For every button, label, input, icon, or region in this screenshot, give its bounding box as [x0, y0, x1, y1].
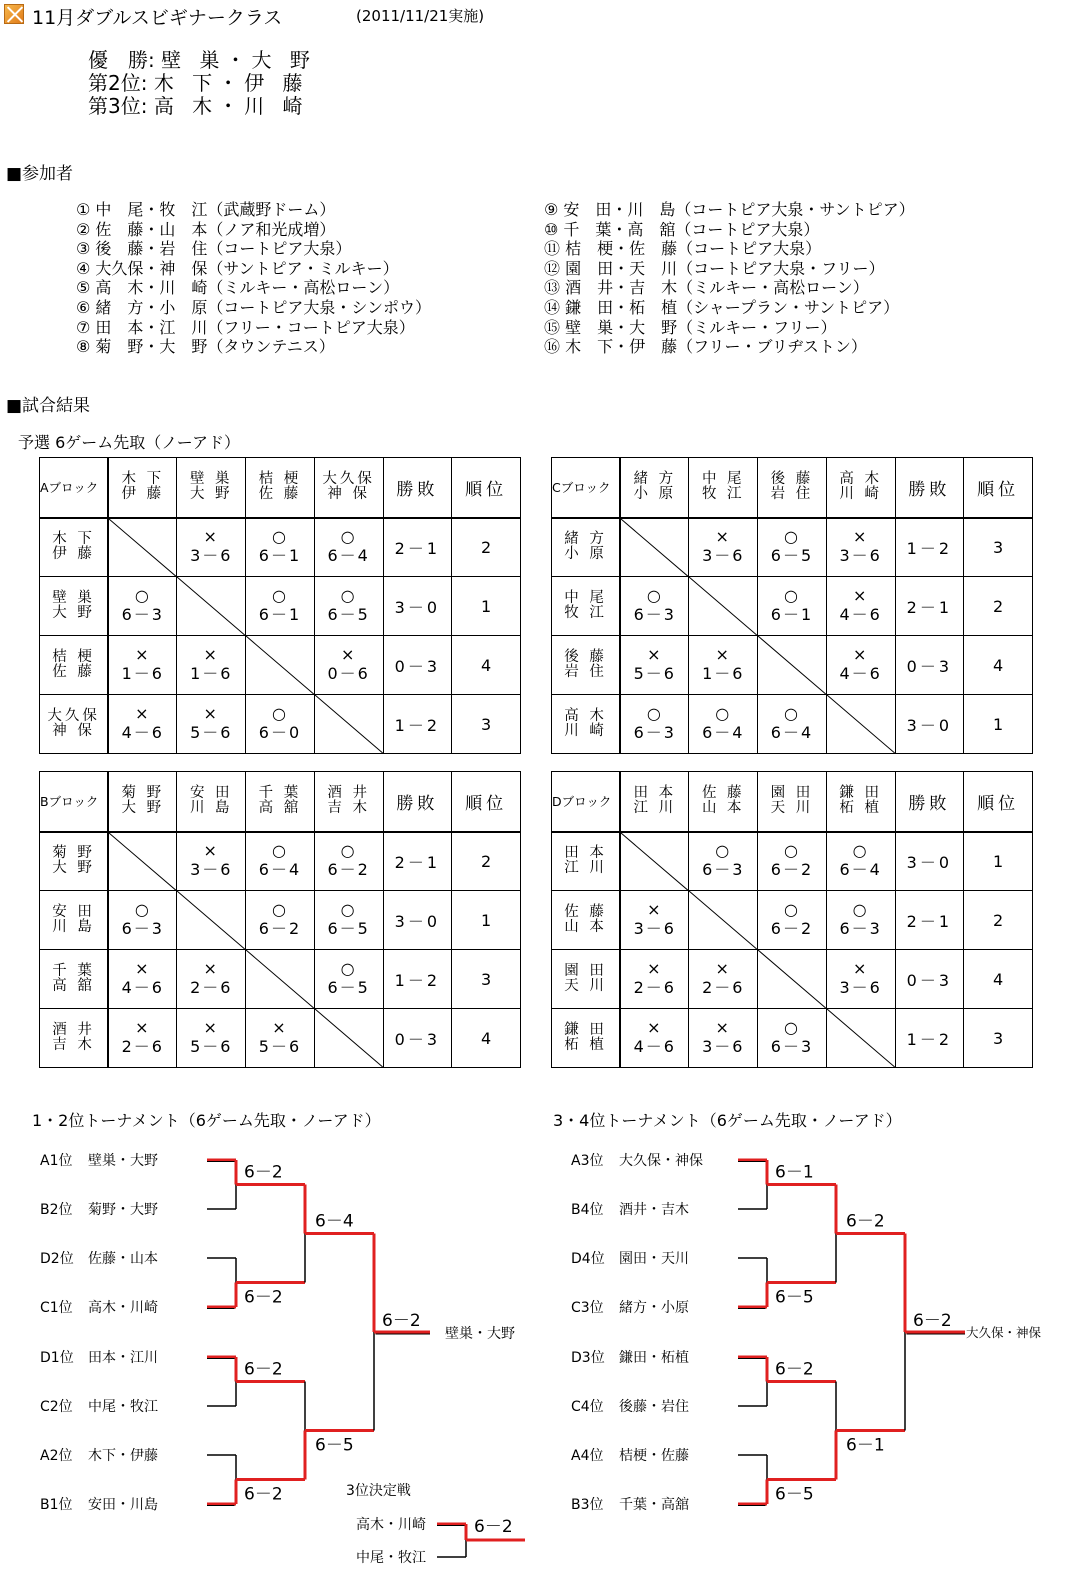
player-name: 柘 植	[564, 1037, 607, 1053]
player-name: 伊 藤	[52, 546, 95, 563]
match-score: 6－5	[327, 978, 370, 997]
win-mark: ○	[783, 704, 800, 723]
record-cell: 1－2	[895, 518, 964, 577]
rank-cell: 1	[964, 832, 1033, 891]
entry-seed: D4位	[571, 1251, 605, 1267]
player-name: 牧 江	[701, 486, 745, 503]
participant-item: ⑨ 安 田・川 島（コートピア大泉・サントピア）	[544, 200, 915, 219]
match-score: 6－3	[121, 605, 164, 624]
player-name: 鎌 田	[839, 785, 882, 802]
match-score: 3－6	[190, 860, 233, 880]
match-score: 3－6	[633, 919, 676, 938]
entry-seed: A3位	[571, 1153, 604, 1169]
match-score: 6－2	[327, 860, 370, 880]
match-score: 5－6	[190, 723, 233, 742]
match-score: 2－6	[121, 1037, 164, 1056]
match-score: 6－3	[770, 1037, 814, 1056]
loss-mark: ×	[272, 1018, 288, 1037]
win-mark: ○	[271, 704, 288, 723]
record-cell: 2－1	[383, 832, 452, 891]
rank-cell: 3	[452, 695, 521, 754]
champion-name: 大久保・神保	[966, 1325, 1042, 1340]
match-score: 6－5	[770, 546, 814, 566]
round2-score: 6－4	[315, 1211, 354, 1232]
win-mark: ○	[340, 900, 357, 919]
player-name: 木 下	[52, 531, 95, 548]
block-name: Dブロック	[552, 772, 621, 832]
match-score: 6－2	[770, 860, 814, 880]
participant-item: ⑩ 千 葉・高 舘（コートピア大泉）	[544, 219, 820, 239]
round1-score: 6－5	[775, 1287, 814, 1308]
player-name: 壁 巣	[52, 590, 95, 606]
round2-score: 6－1	[846, 1435, 885, 1456]
match-score: 4－6	[121, 723, 164, 742]
participant-item: ⑫ 園 田・天 川（コートピア大泉・フリー）	[544, 258, 885, 278]
win-mark: ○	[852, 841, 869, 861]
third-place-score: 6－2	[474, 1517, 513, 1537]
record-cell: 0－3	[383, 636, 452, 695]
match-score: 6－4	[702, 723, 745, 742]
entry-name: 桔梗・佐藤	[619, 1448, 689, 1464]
player-name: 大 野	[52, 605, 95, 621]
player-name: 牧 江	[564, 605, 607, 621]
rank-cell: 4	[964, 636, 1033, 695]
participant-item: ⑦ 田 本・江 川（フリー・コートピア大泉）	[76, 317, 415, 337]
player-name: 山 本	[564, 919, 607, 935]
match-score: 1－6	[190, 664, 233, 683]
win-mark: ○	[340, 527, 357, 547]
player-name: 安 田	[52, 904, 95, 920]
loss-mark: ×	[340, 645, 357, 664]
match-score: 6－1	[258, 546, 302, 566]
winner-row: 優 勝: 壁 巣・大 野	[88, 48, 316, 72]
win-mark: ○	[646, 704, 663, 723]
match-score: 6－4	[839, 860, 882, 880]
win-mark: ○	[646, 586, 663, 605]
block-name: Aブロック	[40, 458, 109, 518]
prelim-label: 予選 6ゲーム先取（ノーアド）	[18, 433, 240, 452]
match-score: 5－6	[258, 1037, 302, 1056]
match-score: 0－6	[327, 664, 370, 683]
participant-item: ③ 後 藤・岩 住（コートピア大泉）	[76, 239, 352, 259]
rank-cell: 1	[452, 891, 521, 950]
entry-seed: C3位	[571, 1300, 604, 1316]
player-name: 中 尾	[564, 590, 607, 606]
record-cell: 1－2	[383, 695, 452, 754]
player-name: 酒 井	[327, 785, 370, 802]
player-name: 小 原	[633, 486, 677, 503]
entry-seed: A1位	[40, 1153, 73, 1169]
entry-seed: D2位	[40, 1251, 74, 1267]
match-score: 1－6	[121, 664, 164, 683]
block-name: Cブロック	[552, 458, 621, 518]
record-cell: 3－0	[383, 577, 452, 636]
record-cell: 3－0	[895, 832, 964, 891]
player-name: 川 崎	[564, 723, 607, 739]
win-mark: ○	[340, 959, 357, 978]
win-mark: ○	[783, 527, 800, 547]
participant-item: ⑥ 緒 方・小 原（コートピア大泉・シンポウ）	[76, 297, 432, 317]
win-mark: ○	[271, 586, 288, 605]
match-score: 6－4	[770, 723, 814, 742]
player-name: 高 木	[839, 471, 882, 488]
match-score: 3－6	[839, 978, 882, 997]
match-score: 1－6	[702, 664, 745, 683]
rank-cell: 4	[452, 636, 521, 695]
rank-cell: 4	[452, 1009, 521, 1068]
win-mark: ○	[715, 704, 732, 723]
entry-name: 田本・江川	[88, 1350, 158, 1366]
match-score: 2－6	[702, 978, 745, 997]
match-score: 3－6	[839, 546, 882, 566]
loss-mark: ×	[135, 704, 151, 723]
record-cell: 2－1	[895, 577, 964, 636]
player-name: 菊 野	[52, 845, 95, 862]
match-score: 5－6	[633, 664, 676, 683]
participants-heading: ■参加者	[6, 164, 74, 184]
player-name: 吉 木	[52, 1037, 95, 1053]
entry-name: 安田・川島	[88, 1497, 158, 1513]
win-mark: ○	[340, 841, 357, 861]
loss-mark: ×	[647, 959, 663, 978]
player-name: 佐 藤	[52, 664, 95, 680]
player-name: 山 本	[701, 800, 745, 817]
third-player: 中尾・牧江	[356, 1550, 426, 1566]
win-mark: ○	[783, 841, 800, 861]
player-name: 柘 植	[839, 800, 882, 817]
record-cell: 3－0	[895, 695, 964, 754]
match-score: 6－2	[258, 919, 302, 938]
record-header: 勝敗	[383, 458, 452, 518]
win-mark: ○	[271, 527, 288, 547]
rank-cell: 1	[964, 695, 1033, 754]
win-mark: ○	[134, 900, 151, 919]
win-mark: ○	[340, 586, 357, 605]
event-date: (2011/11/21実施)	[356, 7, 485, 25]
match-score: 6－0	[258, 723, 302, 742]
entry-name: 後藤・岩住	[619, 1399, 689, 1415]
third-place-label: 3位決定戦	[346, 1483, 411, 1499]
match-score: 6－5	[327, 605, 370, 624]
participant-item: ⑯ 木 下・伊 藤（フリー・ブリヂストン）	[544, 337, 867, 357]
entry-seed: B1位	[40, 1497, 73, 1513]
winner-row: 第2位: 木 下・伊 藤	[88, 71, 309, 95]
player-name: 吉 木	[327, 800, 370, 817]
round1-score: 6－2	[244, 1162, 283, 1183]
match-score: 3－6	[190, 546, 233, 566]
player-name: 大 野	[189, 486, 233, 503]
rank-cell: 3	[964, 518, 1033, 577]
record-cell: 3－0	[383, 891, 452, 950]
entry-name: 木下・伊藤	[88, 1448, 158, 1464]
round1-score: 6－2	[244, 1359, 283, 1380]
entry-name: 園田・天川	[619, 1251, 689, 1267]
player-name: 大久保	[322, 471, 375, 488]
entry-seed: A4位	[571, 1448, 604, 1464]
player-name: 川 崎	[839, 486, 882, 503]
entry-name: 佐藤・山本	[88, 1251, 158, 1267]
participant-item: ② 佐 藤・山 本（ノア和光成増）	[76, 219, 336, 239]
win-mark: ○	[852, 900, 869, 919]
winner-row: 第3位: 高 木・川 崎	[88, 94, 309, 118]
round2-score: 6－2	[846, 1211, 885, 1232]
entry-name: 鎌田・柘植	[619, 1350, 689, 1366]
entry-name: 中尾・牧江	[88, 1399, 158, 1415]
participant-item: ⑭ 鎌 田・柘 植（シャープラン・サントピア）	[544, 297, 900, 317]
rank-header: 順位	[964, 458, 1033, 518]
entry-name: 菊野・大野	[88, 1202, 158, 1218]
rank-cell: 2	[964, 891, 1033, 950]
match-score: 4－6	[121, 978, 164, 997]
player-name: 菊 野	[121, 785, 165, 802]
record-cell: 2－1	[895, 891, 964, 950]
loss-mark: ×	[203, 645, 219, 664]
player-name: 桔 梗	[258, 471, 302, 488]
win-mark: ○	[271, 900, 288, 919]
loss-mark: ×	[852, 959, 869, 978]
rank-cell: 2	[452, 518, 521, 577]
round1-score: 6－2	[244, 1287, 283, 1308]
player-name: 桔 梗	[52, 649, 95, 665]
player-name: 木 下	[121, 471, 165, 488]
player-name: 大久保	[47, 708, 100, 724]
rank-header: 順位	[452, 772, 521, 832]
player-name: 千 葉	[258, 785, 302, 802]
record-header: 勝敗	[383, 772, 452, 832]
match-score: 4－6	[839, 664, 882, 683]
record-cell: 0－3	[383, 1009, 452, 1068]
match-score: 6－3	[839, 919, 882, 938]
round1-score: 6－1	[775, 1162, 814, 1183]
round1-score: 6－2	[244, 1484, 283, 1505]
match-score: 6－2	[770, 919, 814, 938]
loss-mark: ×	[135, 1018, 151, 1037]
player-name: 中 尾	[701, 471, 745, 488]
rank-header: 順位	[452, 458, 521, 518]
block-name: Bブロック	[40, 772, 109, 832]
match-score: 6－3	[121, 919, 164, 938]
loss-mark: ×	[135, 645, 151, 664]
entry-seed: D3位	[571, 1350, 605, 1366]
player-name: 後 藤	[770, 471, 814, 488]
loss-mark: ×	[203, 959, 219, 978]
player-name: 高 木	[564, 708, 607, 724]
player-name: 小 原	[564, 546, 607, 563]
win-mark: ○	[783, 1018, 800, 1037]
entry-seed: C4位	[571, 1399, 604, 1415]
match-score: 3－6	[702, 1037, 745, 1056]
entry-name: 酒井・吉木	[619, 1202, 689, 1218]
rank-cell: 3	[452, 950, 521, 1009]
record-cell: 2－1	[383, 518, 452, 577]
entry-seed: D1位	[40, 1350, 74, 1366]
rank-cell: 1	[452, 577, 521, 636]
participant-item: ⑤ 高 木・川 崎（ミルキー・高松ローン）	[76, 278, 400, 298]
final-score: 6－2	[382, 1311, 421, 1331]
match-score: 4－6	[633, 1037, 676, 1056]
final-score: 6－2	[913, 1311, 952, 1331]
rank-cell: 3	[964, 1009, 1033, 1068]
page-title: 11月ダブルスビギナークラス	[32, 7, 283, 29]
player-name: 後 藤	[564, 649, 607, 665]
round1-score: 6－5	[775, 1484, 814, 1505]
player-name: 大 野	[52, 860, 95, 877]
loss-mark: ×	[715, 959, 731, 978]
match-score: 2－6	[190, 978, 233, 997]
entry-seed: C2位	[40, 1399, 73, 1415]
rank-cell: 2	[964, 577, 1033, 636]
loss-mark: ×	[647, 900, 663, 919]
champion-name: 壁巣・大野	[445, 1326, 515, 1342]
player-name: 岩 住	[770, 486, 814, 503]
player-name: 大 野	[121, 800, 165, 817]
player-name: 千 葉	[52, 963, 95, 979]
player-name: 川 島	[52, 919, 95, 935]
match-score: 6－1	[770, 605, 814, 624]
participant-item: ① 中 尾・牧 江（武蔵野ドーム）	[76, 200, 336, 219]
player-name: 高 舘	[258, 800, 302, 817]
loss-mark: ×	[852, 586, 869, 605]
player-name: 鎌 田	[564, 1022, 607, 1038]
entry-seed: C1位	[40, 1300, 73, 1316]
player-name: 安 田	[189, 785, 233, 802]
participant-item: ⑪ 桔 梗・佐 藤（コートピア大泉）	[544, 239, 822, 259]
participant-item: ⑮ 壁 巣・大 野（ミルキー・フリー）	[544, 317, 837, 337]
record-cell: 0－3	[895, 950, 964, 1009]
entry-name: 大久保・神保	[619, 1153, 703, 1169]
record-header: 勝敗	[895, 772, 964, 832]
entry-name: 高木・川崎	[88, 1300, 158, 1316]
loss-mark: ×	[203, 1018, 219, 1037]
player-name: 佐 藤	[564, 904, 607, 920]
participant-item: ⑬ 酒 井・吉 木（ミルキー・高松ローン）	[544, 278, 869, 298]
player-name: 酒 井	[52, 1022, 95, 1038]
match-score: 6－3	[633, 605, 676, 624]
match-score: 6－3	[633, 723, 676, 742]
player-name: 高 舘	[52, 978, 95, 994]
win-mark: ○	[715, 841, 732, 861]
player-name: 川 島	[189, 800, 233, 817]
record-cell: 1－2	[895, 1009, 964, 1068]
player-name: 神 保	[52, 723, 95, 739]
loss-mark: ×	[203, 704, 219, 723]
match-score: 3－6	[702, 546, 745, 566]
win-mark: ○	[271, 841, 288, 861]
player-name: 佐 藤	[258, 486, 302, 503]
participant-item: ④ 大久保・神 保（サントピア・ミルキー）	[76, 258, 399, 278]
match-score: 6－5	[327, 919, 370, 938]
entry-name: 緒方・小原	[619, 1300, 689, 1316]
win-mark: ○	[134, 586, 151, 605]
player-name: 江 川	[633, 800, 677, 817]
player-name: 園 田	[770, 785, 814, 802]
match-score: 6－4	[258, 860, 302, 880]
round1-score: 6－2	[775, 1359, 814, 1380]
record-header: 勝敗	[895, 458, 964, 518]
loss-mark: ×	[647, 645, 663, 664]
entry-seed: B3位	[571, 1497, 604, 1513]
rank-cell: 4	[964, 950, 1033, 1009]
player-name: 天 川	[770, 800, 814, 817]
entry-seed: B2位	[40, 1202, 73, 1218]
loss-mark: ×	[203, 841, 219, 861]
entry-name: 壁巣・大野	[88, 1153, 158, 1169]
player-name: 壁 巣	[189, 471, 233, 488]
record-cell: 0－3	[895, 636, 964, 695]
loss-mark: ×	[715, 1018, 731, 1037]
match-score: 6－1	[258, 605, 302, 624]
loss-mark: ×	[852, 527, 869, 547]
match-score: 2－6	[633, 978, 676, 997]
match-score: 6－3	[702, 860, 745, 880]
player-name: 緒 方	[564, 531, 607, 548]
player-name: 園 田	[564, 963, 607, 979]
match-score: 4－6	[839, 605, 882, 624]
loss-mark: ×	[647, 1018, 663, 1037]
entry-name: 千葉・高舘	[619, 1497, 689, 1513]
player-name: 天 川	[564, 978, 607, 994]
rank-cell: 2	[452, 832, 521, 891]
player-name: 田 本	[633, 785, 677, 802]
loss-mark: ×	[135, 959, 151, 978]
loss-mark: ×	[715, 645, 731, 664]
player-name: 緒 方	[633, 471, 677, 488]
match-score: 5－6	[190, 1037, 233, 1056]
record-cell: 1－2	[383, 950, 452, 1009]
round2-score: 6－5	[315, 1435, 354, 1456]
player-name: 江 川	[564, 860, 607, 877]
player-name: 佐 藤	[701, 785, 745, 802]
participant-item: ⑧ 菊 野・大 野（タウンテニス）	[76, 337, 335, 357]
results-heading: ■試合結果	[6, 396, 91, 416]
tournament2-title: 3・4位トーナメント（6ゲーム先取・ノーアド）	[553, 1111, 902, 1130]
loss-mark: ×	[852, 645, 869, 664]
player-name: 伊 藤	[121, 486, 165, 503]
win-mark: ○	[783, 586, 800, 605]
entry-seed: B4位	[571, 1202, 604, 1218]
loss-mark: ×	[203, 527, 219, 547]
player-name: 田 本	[564, 845, 607, 862]
match-score: 6－4	[327, 546, 370, 566]
loss-mark: ×	[715, 527, 731, 547]
third-player: 高木・川崎	[356, 1517, 426, 1533]
rank-header: 順位	[964, 772, 1033, 832]
entry-seed: A2位	[40, 1448, 73, 1464]
win-mark: ○	[783, 900, 800, 919]
tournament1-title: 1・2位トーナメント（6ゲーム先取・ノーアド）	[32, 1111, 381, 1130]
player-name: 神 保	[327, 486, 370, 503]
player-name: 岩 住	[564, 664, 607, 680]
